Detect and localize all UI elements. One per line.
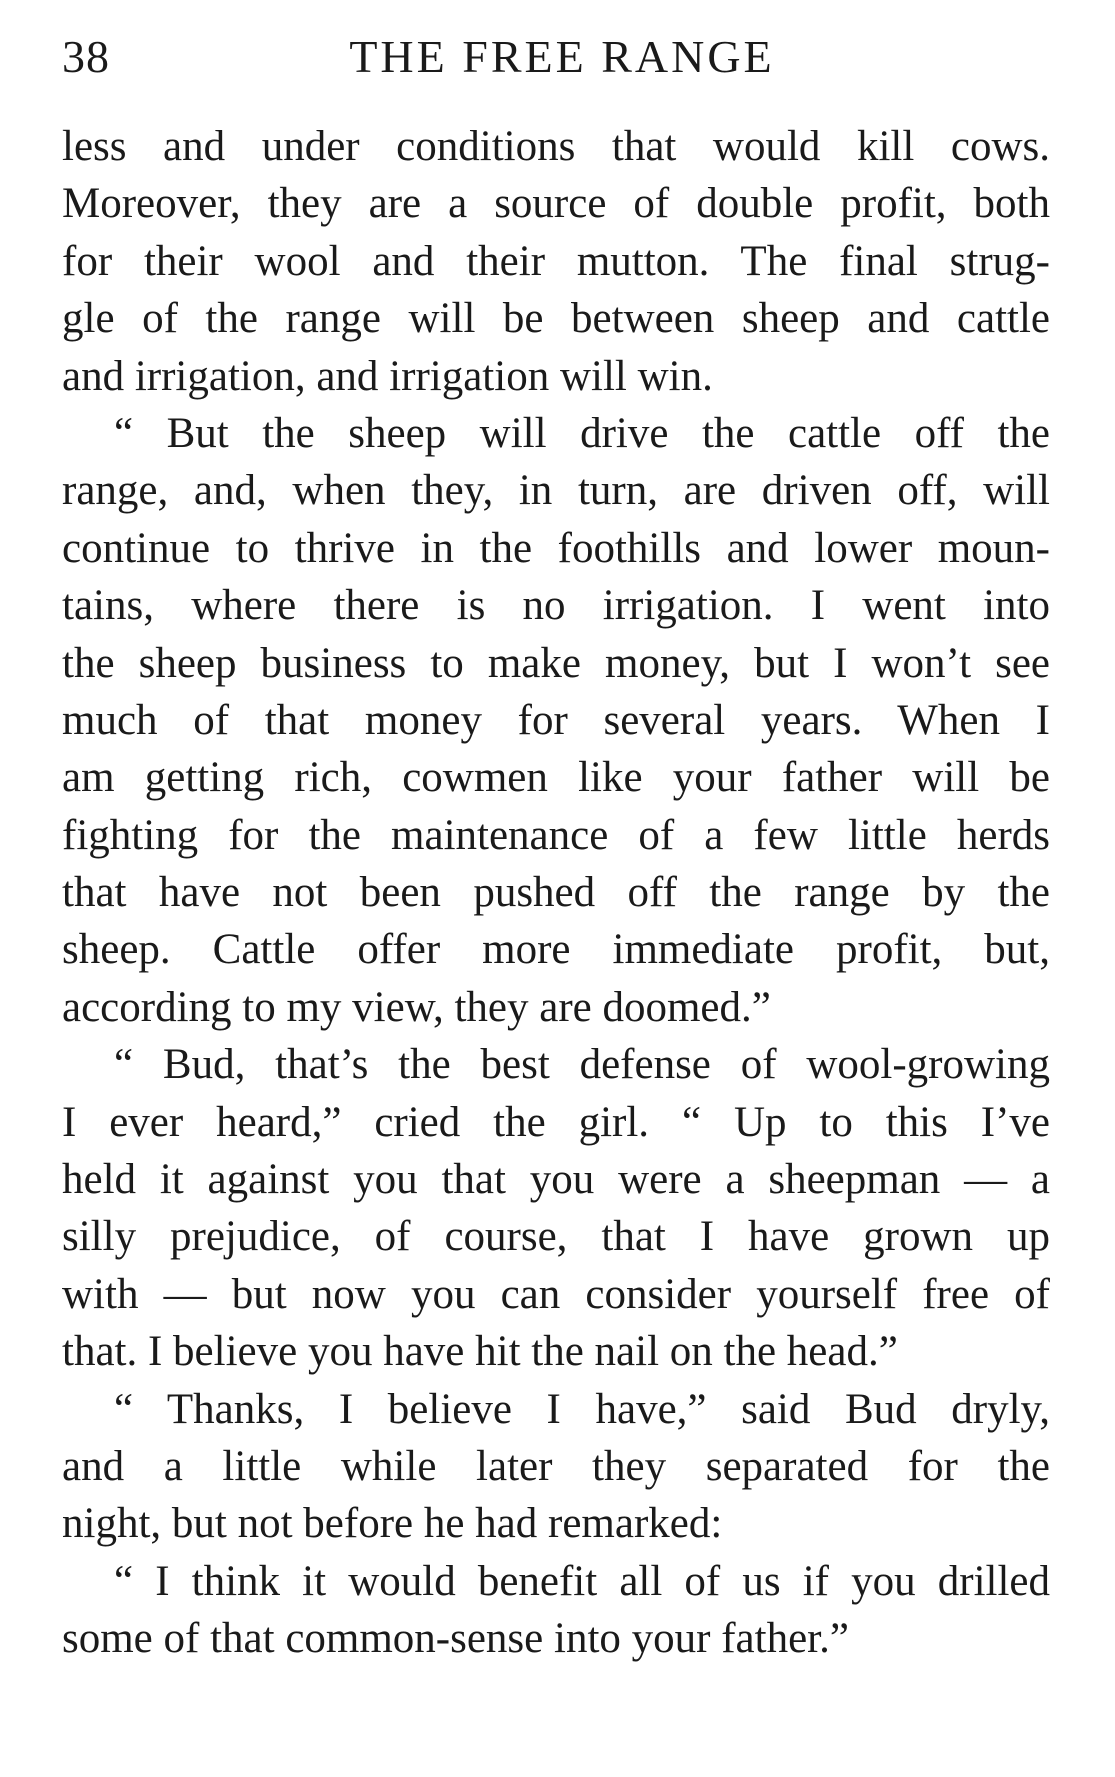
text-line: night, but not before he had remarked: bbox=[62, 1500, 723, 1548]
body-text bbox=[62, 118, 1050, 1668]
text-line: that. I believe you have hit the nail on the head.” bbox=[62, 1328, 898, 1376]
text-line: “ I think it would benefit all of us if you drilled bbox=[114, 1557, 1050, 1605]
text-line: “ But the sheep will drive the cattle off the bbox=[114, 409, 1050, 457]
text-line: tains, where there is no irrigation. I went into bbox=[62, 582, 1050, 630]
text-line: much of that money for several years. When I bbox=[62, 696, 1050, 744]
text-line: “ Bud, that’s the best defense of wool-growing bbox=[114, 1041, 1050, 1089]
running-title: THE FREE RANGE bbox=[349, 31, 775, 82]
text-line: silly prejudice, of course, that I have grown up bbox=[62, 1213, 1050, 1261]
text-line: gle of the range will be between sheep and cattle bbox=[62, 295, 1050, 343]
text-line: sheep. Cattle offer more immediate profit, but, bbox=[62, 926, 1050, 974]
text-line: with — but now you can consider yourself free of bbox=[62, 1270, 1050, 1318]
text-line: Moreover, they are a source of double profit, both bbox=[62, 180, 1050, 228]
text-line: “ Thanks, I believe I have,” said Bud dryly, bbox=[114, 1385, 1050, 1433]
text-line: and a little while later they separated for the bbox=[62, 1442, 1050, 1490]
text-line: range, and, when they, in turn, are driven off, will bbox=[62, 467, 1050, 515]
text-line: held it against you that you were a sheepman — a bbox=[62, 1156, 1050, 1204]
text-line: for their wool and their mutton. The final strug- bbox=[62, 237, 1050, 285]
text-line: fighting for the maintenance of a few little herds bbox=[62, 811, 1050, 859]
text-line: according to my view, they are doomed.” bbox=[62, 983, 771, 1031]
text-line: I ever heard,” cried the girl. “ Up to this I’ve bbox=[62, 1098, 1050, 1146]
text-line: and irrigation, and irrigation will win. bbox=[62, 352, 713, 400]
text-line: continue to thrive in the foothills and lower moun- bbox=[62, 524, 1050, 572]
page-number: 38 bbox=[62, 31, 110, 82]
text-line: less and under conditions that would kill cows. bbox=[62, 123, 1050, 170]
text-line: some of that common-sense into your father.” bbox=[62, 1615, 849, 1663]
text-line: the sheep business to make money, but I won’t see bbox=[62, 639, 1050, 687]
running-head bbox=[62, 30, 1062, 100]
text-line: that have not been pushed off the range by the bbox=[62, 869, 1050, 917]
text-line: am getting rich, cowmen like your father will be bbox=[62, 754, 1050, 802]
